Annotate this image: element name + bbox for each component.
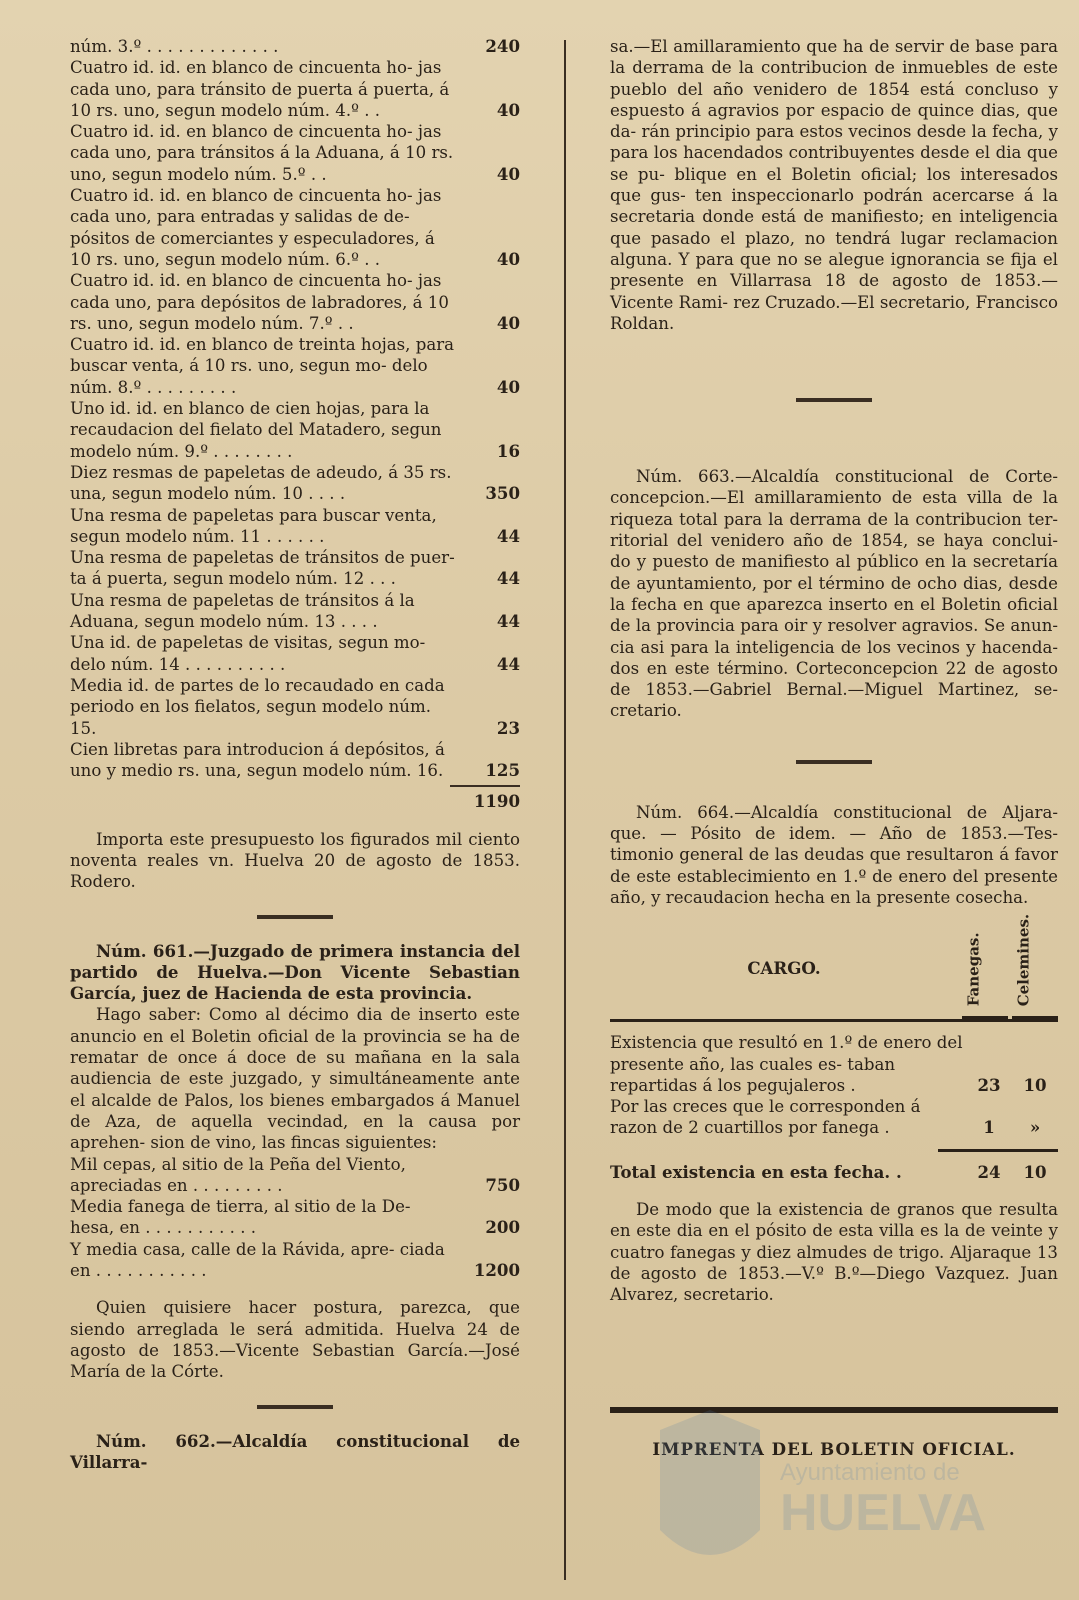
cargo-total-rule (938, 1149, 1058, 1152)
budget-item (70, 547, 520, 590)
item-description: Media fanega de tierra, al sitio de la De- hesa, en . . . . . . . . . . . (70, 1197, 411, 1238)
budget-item (70, 462, 520, 505)
item-description: núm. 3.º . . . . . . . . . . . . . (70, 37, 279, 56)
item-description: Una resma de papeletas de tránsitos á la Aduana, segun modelo núm. 13 . . . . (70, 590, 415, 632)
budget-summary: Importa este presupuesto los figurados mil ciento noventa reales vn. Huelva 20 de agosto de 1853. Rodero. (70, 829, 520, 892)
property-item (70, 1196, 520, 1239)
budget-item (70, 270, 520, 334)
cargo-table-header (610, 913, 1058, 1019)
item-amount: 44 (496, 653, 520, 674)
budget-item (70, 590, 520, 633)
cargo-header-rule (610, 1019, 1058, 1022)
section-separator (257, 915, 333, 919)
property-item (70, 1239, 520, 1282)
item-amount: 1200 (473, 1260, 520, 1281)
cargo-row-description: Existencia que resultó en 1.º de enero del presente año, las cuales es- taban repartidas á los pegujaleros . (610, 1033, 963, 1095)
cargo-row-fanegas: 1 (983, 1117, 995, 1138)
item-amount: 200 (485, 1217, 520, 1238)
column-divider (564, 40, 566, 1580)
item-amount: 44 (496, 568, 520, 589)
item-amount: 40 (496, 312, 520, 333)
budget-item (70, 675, 520, 739)
item-description: Cuatro id. id. en blanco de cincuenta ho- jas cada uno, para entradas y salidas de de- pósitos de comerciantes y especuladores, á 10 rs. uno, segun modelo núm. 6.º . . (70, 186, 442, 269)
item-amount: 40 (496, 248, 520, 269)
item-amount: 16 (496, 440, 520, 461)
item-description: Mil cepas, al sitio de la Peña del Viento, apreciadas en . . . . . . . . . (70, 1154, 406, 1195)
cargo-row (610, 1032, 1058, 1096)
cargo-title: CARGO. (747, 957, 821, 978)
budget-total: 1190 (473, 791, 520, 812)
item-amount: 44 (496, 525, 520, 546)
item-amount: 125 (485, 760, 520, 781)
printer-imprint: IMPRENTA DEL BOLETIN OFICIAL. (652, 1439, 1016, 1460)
budget-item (70, 398, 520, 462)
budget-item (70, 505, 520, 548)
svg-text:HUELVA: HUELVA (780, 1484, 987, 1542)
item-amount: 44 (496, 611, 520, 632)
cargo-row-celemines: » (1029, 1117, 1041, 1138)
item-description: Diez resmas de papeletas de adeudo, á 35 rs. una, segun modelo núm. 10 . . . . (70, 462, 452, 504)
total-rule (450, 785, 520, 787)
notice-661-heading: Núm. 661.—Juzgado de primera instancia del partido de Huelva.—Don Vicente Sebastian García, juez de Hacienda de esta provincia. (70, 940, 520, 1004)
cargo-total-row: Total existencia en esta fecha. . 24 10 (610, 1161, 1047, 1182)
fanegas-column-header: Fanegas. (962, 926, 1008, 1019)
cargo-row-description: Por las creces que le corresponden á razon de 2 cuartillos por fanega . (610, 1097, 921, 1138)
item-description: Cuatro id. id. en blanco de cincuenta ho- jas cada uno, para tránsitos á la Aduana, á 10 rs. uno, segun modelo núm. 5.º . . (70, 122, 454, 184)
left-column (70, 36, 520, 1473)
right-column (610, 36, 1058, 1461)
svg-text:Ayuntamiento de: Ayuntamiento de (780, 1459, 960, 1486)
cargo-row-fanegas: 23 (977, 1074, 1001, 1095)
item-description: Y media casa, calle de la Rávida, apre- ciada en . . . . . . . . . . . (70, 1239, 445, 1281)
budget-item (70, 334, 520, 398)
property-item (70, 1154, 520, 1197)
celemines-column-header: Celemines. (1012, 926, 1058, 1019)
section-separator (796, 398, 872, 402)
item-amount: 750 (485, 1174, 520, 1195)
notice-661-closing: Quien quisiere hacer postura, parezca, que siendo arreglada le será admitida. Huelva 24 de agosto de 1853.—Vicente Sebastian García.—José María de la Córte. (70, 1298, 520, 1382)
item-description: Uno id. id. en blanco de cien hojas, para la recaudacion del fielato del Matadero, segun modelo núm. 9.º . . . . . . . . (70, 399, 442, 461)
cargo-row-celemines: 10 (1023, 1074, 1047, 1095)
cargo-closing: De modo que la existencia de granos que resulta en este dia en el pósito de esta villa es la de veinte y cuatro fanegas y diez almudes de trigo. Aljaraque 13 de agosto de 1853.—V.º B.º—Diego Vazquez. Juan Alvarez, secretario. (610, 1199, 1058, 1305)
budget-item (70, 36, 520, 57)
budget-item (70, 739, 520, 782)
budget-item (70, 185, 520, 270)
notice-663: Núm. 663.—Alcaldía constitucional de Corte- concepcion.—El amillaramiento de esta villa de la riqueza total para la derrama de la contribucion ter- ritorial del venidero año de 1854, se haya conclui- do y puesto de manifiesto al público en la secretaría de ayuntamiento, por el término de ocho dias, desde la fecha en que aparezca inserto en el Boletin oficial de la provincia para oir y resolver agravios. Se anun- cia asi para la inteligencia de los vecinos y hacenda- dos en este término. Corteconcepcion 22 de agosto de 1853.—Gabriel Bernal.—Miguel Martinez, se- cretario. (610, 467, 1058, 721)
property-list (70, 1154, 520, 1282)
budget-item (70, 121, 520, 185)
item-amount: 40 (496, 163, 520, 184)
section-separator (796, 760, 872, 764)
item-description: Cuatro id. id. en blanco de cincuenta ho- jas cada uno, para tránsito de puerta á puerta, á 10 rs. uno, segun modelo núm. 4.º . . (70, 58, 450, 120)
item-amount: 23 (496, 717, 520, 738)
notice-664: Núm. 664.—Alcaldía constitucional de Aljara- que. — Pósito de idem. — Año de 1853.—Tes- timonio general de las deudas que resultaron á favor de este establecimiento en 1.º de enero del presente año, y recaudacion hecha en la presente cosecha. (610, 802, 1058, 907)
section-separator (257, 1405, 333, 1409)
item-description: Cuatro id. id. en blanco de cincuenta ho- jas cada uno, para depósitos de labradores, á 10 rs. uno, segun modelo núm. 7.º . . (70, 271, 449, 333)
item-amount: 40 (496, 99, 520, 120)
budget-items (70, 36, 520, 781)
item-description: Una resma de papeletas de tránsitos de puer- ta á puerta, segun modelo núm. 12 . . . (70, 548, 455, 589)
cargo-rows (610, 1032, 1058, 1138)
notice-662-continued: sa.—El amillaramiento que ha de servir de base para la derrama de la contribucion de inmuebles de este pueblo del año venidero de 1854 está concluso y espuesto á agravios por espacio de quince dias, que da- rán principio para estos vecinos desde la fecha, y para los hacendados contribuyentes desde el dia que se pu- blique en el Boletin oficial; los interesados que gus- ten inspeccionarlo podrán acercarse á la secretaria donde está de manifiesto; en inteligencia que pasado el plazo, no tendrá lugar reclamacion alguna. Y para que no se alegue ignorancia se fija el presente en Villarrasa 18 de agosto de 1853.—Vicente Rami- rez Cruzado.—El secretario, Francisco Roldan. (610, 37, 1059, 333)
item-description: Cuatro id. id. en blanco de treinta hojas, para buscar venta, á 10 rs. uno, segun mo- delo núm. 8.º . . . . . . . . . (70, 335, 455, 397)
cargo-row (610, 1096, 1058, 1139)
item-description: Una id. de papeletas de visitas, segun mo- delo núm. 14 . . . . . . . . . . (70, 633, 426, 674)
item-amount: 350 (485, 483, 520, 504)
item-description: Cien libretas para introducion á depósitos, á uno y medio rs. una, segun modelo núm. 16. (70, 739, 445, 781)
budget-item (70, 632, 520, 675)
item-description: Media id. de partes de lo recaudado en cada periodo en los fielatos, segun modelo núm. 15. (70, 675, 445, 738)
item-description: Una resma de papeletas para buscar venta, segun modelo núm. 11 . . . . . . (70, 505, 437, 546)
city-council-watermark (650, 1390, 1010, 1590)
notice-661-body: Hago saber: Como al décimo dia de inserto este anuncio en el Boletin oficial de la provincia se ha de rematar de once á doce de su mañana en la sala audiencia de este juzgado, y simultáneamente ante el alcalde de Palos, los bienes embargados á Manuel de Aza, de aquella vecindad, en la causa por aprehen- sion de vino, las fincas siguientes: (70, 1005, 520, 1153)
notice-662-heading: Núm. 662.—Alcaldía constitucional de Villarra- (70, 1430, 520, 1472)
budget-item (70, 57, 520, 121)
item-amount: 240 (485, 36, 520, 56)
item-amount: 40 (496, 376, 520, 397)
